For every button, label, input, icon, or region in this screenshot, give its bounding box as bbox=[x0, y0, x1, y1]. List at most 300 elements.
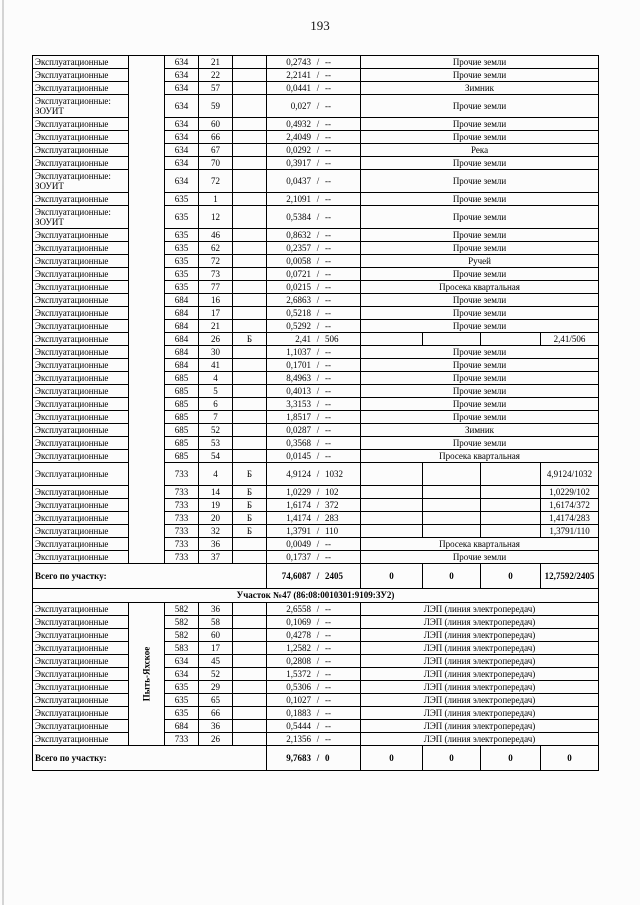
empty-cell bbox=[481, 525, 541, 538]
area-other-value: -- bbox=[325, 281, 331, 292]
area-cell bbox=[267, 694, 361, 707]
area-cell bbox=[267, 512, 361, 525]
area-value: 0,2743 bbox=[286, 56, 311, 67]
quarter-cell: 582 bbox=[165, 603, 199, 616]
area-value: 0,1883 bbox=[286, 707, 311, 718]
type-cell bbox=[233, 281, 267, 294]
area-cell bbox=[267, 564, 361, 589]
empty-cell bbox=[361, 499, 423, 512]
area-value: 2,4049 bbox=[286, 131, 311, 142]
type-cell bbox=[233, 694, 267, 707]
total-row bbox=[33, 746, 599, 771]
total-zero-cell: 0 bbox=[361, 746, 423, 771]
empty-cell bbox=[361, 486, 423, 499]
plot-cell: 67 bbox=[199, 144, 233, 157]
plot-cell: 36 bbox=[199, 720, 233, 733]
quarter-cell: 733 bbox=[165, 733, 199, 746]
category-cell: Эксплуатационные bbox=[33, 424, 129, 437]
empty-cell bbox=[423, 525, 481, 538]
slash-separator: / bbox=[316, 307, 320, 318]
area-other-value: -- bbox=[325, 603, 331, 614]
area-value: 74,6087 bbox=[281, 570, 311, 581]
quarter-cell: 685 bbox=[165, 398, 199, 411]
slash-separator: / bbox=[316, 538, 320, 549]
category-cell: Эксплуатационные bbox=[33, 281, 129, 294]
table-row bbox=[33, 733, 599, 746]
land-plot-table bbox=[32, 55, 599, 771]
area-value: 2,1356 bbox=[286, 733, 311, 744]
land-use-cell: ЛЭП (линия электропередач) bbox=[361, 629, 599, 642]
type-cell bbox=[233, 242, 267, 255]
table-row bbox=[33, 720, 599, 733]
plot-cell: 22 bbox=[199, 69, 233, 82]
total-zero-cell: 0 bbox=[481, 746, 541, 771]
land-use-cell: Прочие земли bbox=[361, 307, 599, 320]
land-use-cell: Зимник bbox=[361, 82, 599, 95]
area-value: 1,4174 bbox=[286, 512, 311, 523]
land-use-cell: Прочие земли bbox=[361, 294, 599, 307]
empty-cell bbox=[481, 333, 541, 346]
type-cell bbox=[233, 131, 267, 144]
land-use-cell: Прочие земли bbox=[361, 320, 599, 333]
quarter-cell: 733 bbox=[165, 525, 199, 538]
category-cell: Эксплуатационные bbox=[33, 82, 129, 95]
land-use-cell: Прочие земли bbox=[361, 69, 599, 82]
area-cell bbox=[267, 346, 361, 359]
category-cell: Эксплуатационные bbox=[33, 294, 129, 307]
category-cell: Эксплуатационные bbox=[33, 398, 129, 411]
page-number: 193 bbox=[310, 18, 330, 33]
slash-separator: / bbox=[316, 603, 320, 614]
total-zero-cell: 0 bbox=[423, 564, 481, 589]
category-cell: Эксплуатационные bbox=[33, 229, 129, 242]
quarter-cell: 733 bbox=[165, 512, 199, 525]
area-cell bbox=[267, 242, 361, 255]
type-cell bbox=[233, 69, 267, 82]
area-other-value: -- bbox=[325, 193, 331, 204]
table-row bbox=[33, 118, 599, 131]
quarter-cell: 634 bbox=[165, 56, 199, 69]
land-use-cell: ЛЭП (линия электропередач) bbox=[361, 603, 599, 616]
quarter-cell: 635 bbox=[165, 681, 199, 694]
slash-separator: / bbox=[316, 437, 320, 448]
area-value: 2,1091 bbox=[286, 193, 311, 204]
area-other-value: -- bbox=[325, 616, 331, 627]
area-cell bbox=[267, 69, 361, 82]
area-value: 0,5292 bbox=[286, 320, 311, 331]
category-cell: Эксплуатационные bbox=[33, 268, 129, 281]
area-cell bbox=[267, 359, 361, 372]
area-value: 0,0721 bbox=[286, 268, 311, 279]
slash-separator: / bbox=[316, 294, 320, 305]
plot-cell: 41 bbox=[199, 359, 233, 372]
table-row bbox=[33, 333, 599, 346]
area-cell bbox=[267, 720, 361, 733]
area-cell bbox=[267, 733, 361, 746]
area-value: 0,8632 bbox=[286, 229, 311, 240]
land-use-cell: ЛЭП (линия электропередач) bbox=[361, 642, 599, 655]
slash-separator: / bbox=[316, 82, 320, 93]
area-value: 3,3153 bbox=[286, 398, 311, 409]
area-value: 0,0287 bbox=[286, 424, 311, 435]
area-cell bbox=[267, 655, 361, 668]
plot-cell: 52 bbox=[199, 668, 233, 681]
slash-separator: / bbox=[316, 359, 320, 370]
area-value: 0,4932 bbox=[286, 118, 311, 129]
plot-cell: 17 bbox=[199, 642, 233, 655]
slash-separator: / bbox=[316, 131, 320, 142]
area-value: 0,2808 bbox=[286, 655, 311, 666]
total-zero-cell: 0 bbox=[423, 746, 481, 771]
plot-cell: 53 bbox=[199, 437, 233, 450]
category-cell: Эксплуатационные bbox=[33, 320, 129, 333]
land-use-cell: Просека квартальная bbox=[361, 450, 599, 463]
area-other-value: -- bbox=[325, 211, 331, 222]
type-cell bbox=[233, 268, 267, 281]
quarter-cell: 635 bbox=[165, 707, 199, 720]
type-cell bbox=[233, 681, 267, 694]
quarter-cell: 634 bbox=[165, 157, 199, 170]
quarter-cell: 635 bbox=[165, 242, 199, 255]
area-cell bbox=[267, 294, 361, 307]
category-cell: Эксплуатационные bbox=[33, 450, 129, 463]
category-cell: Эксплуатационные bbox=[33, 56, 129, 69]
table-row bbox=[33, 655, 599, 668]
area-other-value: -- bbox=[325, 668, 331, 679]
table-row bbox=[33, 320, 599, 333]
quarter-cell: 635 bbox=[165, 255, 199, 268]
slash-separator: / bbox=[316, 424, 320, 435]
area-value: 0,2357 bbox=[286, 242, 311, 253]
type-cell bbox=[233, 707, 267, 720]
type-cell bbox=[233, 720, 267, 733]
type-cell bbox=[233, 372, 267, 385]
plot-cell: 58 bbox=[199, 616, 233, 629]
category-cell: Эксплуатационные bbox=[33, 499, 129, 512]
land-use-cell: ЛЭП (линия электропередач) bbox=[361, 655, 599, 668]
plot-cell: 21 bbox=[199, 320, 233, 333]
area-other-value: 1032 bbox=[325, 468, 343, 479]
slash-separator: / bbox=[316, 242, 320, 253]
type-cell: Б bbox=[233, 525, 267, 538]
category-cell: Эксплуатационные bbox=[33, 538, 129, 551]
type-cell bbox=[233, 255, 267, 268]
type-cell bbox=[233, 144, 267, 157]
area-value: 1,0229 bbox=[286, 486, 311, 497]
table-row bbox=[33, 538, 599, 551]
land-use-cell: ЛЭП (линия электропередач) bbox=[361, 681, 599, 694]
empty-cell bbox=[423, 463, 481, 486]
slash-separator: / bbox=[316, 450, 320, 461]
volume-ratio-cell: 4,9124/1032 bbox=[541, 463, 599, 486]
quarter-cell: 634 bbox=[165, 144, 199, 157]
table-row bbox=[33, 642, 599, 655]
slash-separator: / bbox=[316, 255, 320, 266]
type-cell bbox=[233, 642, 267, 655]
area-value: 9,7683 bbox=[286, 752, 311, 763]
plot-cell: 16 bbox=[199, 294, 233, 307]
quarter-cell: 733 bbox=[165, 551, 199, 564]
land-use-cell: Ручей bbox=[361, 255, 599, 268]
empty-cell bbox=[481, 499, 541, 512]
area-cell bbox=[267, 229, 361, 242]
area-other-value: -- bbox=[325, 242, 331, 253]
table-row bbox=[33, 603, 599, 616]
area-cell bbox=[267, 320, 361, 333]
area-other-value: -- bbox=[325, 346, 331, 357]
total-label: Всего по участку: bbox=[33, 564, 267, 589]
total-label: Всего по участку: bbox=[33, 746, 267, 771]
table-row bbox=[33, 193, 599, 206]
type-cell bbox=[233, 229, 267, 242]
type-cell bbox=[233, 398, 267, 411]
category-cell: Эксплуатационные bbox=[33, 668, 129, 681]
category-cell: Эксплуатационные bbox=[33, 642, 129, 655]
plot-cell: 70 bbox=[199, 157, 233, 170]
forestry-cell bbox=[129, 56, 165, 564]
category-cell: Эксплуатационные bbox=[33, 255, 129, 268]
category-cell: Эксплуатационные bbox=[33, 720, 129, 733]
type-cell bbox=[233, 603, 267, 616]
category-cell: Эксплуатационные bbox=[33, 346, 129, 359]
plot-cell: 72 bbox=[199, 170, 233, 193]
slash-separator: / bbox=[316, 175, 320, 186]
empty-cell bbox=[361, 525, 423, 538]
plot-cell: 19 bbox=[199, 499, 233, 512]
table-row bbox=[33, 525, 599, 538]
land-use-cell: Прочие земли bbox=[361, 551, 599, 564]
land-use-cell: ЛЭП (линия электропередач) bbox=[361, 694, 599, 707]
area-value: 1,2582 bbox=[286, 642, 311, 653]
section-title: Участок №47 (86:08:0010301:9109:ЗУ2) bbox=[33, 589, 599, 603]
category-cell: Эксплуатационные bbox=[33, 486, 129, 499]
plot-cell: 73 bbox=[199, 268, 233, 281]
area-other-value: -- bbox=[325, 131, 331, 142]
slash-separator: / bbox=[316, 100, 320, 111]
land-use-cell: Прочие земли bbox=[361, 411, 599, 424]
category-cell: Эксплуатационные bbox=[33, 144, 129, 157]
empty-cell bbox=[423, 486, 481, 499]
forestry-name: Пыть-Яхское bbox=[141, 646, 151, 702]
area-cell bbox=[267, 131, 361, 144]
plot-cell: 60 bbox=[199, 629, 233, 642]
slash-separator: / bbox=[316, 551, 320, 562]
volume-ratio-cell: 1,4174/283 bbox=[541, 512, 599, 525]
area-value: 0,4278 bbox=[286, 629, 311, 640]
slash-separator: / bbox=[316, 752, 320, 763]
area-value: 0,5384 bbox=[286, 211, 311, 222]
slash-separator: / bbox=[316, 681, 320, 692]
plot-cell: 60 bbox=[199, 118, 233, 131]
area-cell bbox=[267, 206, 361, 229]
plot-cell: 4 bbox=[199, 372, 233, 385]
area-cell bbox=[267, 707, 361, 720]
table-row bbox=[33, 424, 599, 437]
plot-cell: 66 bbox=[199, 707, 233, 720]
area-other-value: -- bbox=[325, 69, 331, 80]
plot-cell: 5 bbox=[199, 385, 233, 398]
category-cell: Эксплуатационные bbox=[33, 551, 129, 564]
area-value: 0,3917 bbox=[286, 157, 311, 168]
type-cell bbox=[233, 56, 267, 69]
type-cell bbox=[233, 538, 267, 551]
area-other-value: -- bbox=[325, 320, 331, 331]
area-cell bbox=[267, 668, 361, 681]
quarter-cell: 582 bbox=[165, 616, 199, 629]
slash-separator: / bbox=[316, 333, 320, 344]
slash-separator: / bbox=[316, 268, 320, 279]
table-row bbox=[33, 131, 599, 144]
land-use-cell: Прочие земли bbox=[361, 206, 599, 229]
table-row bbox=[33, 385, 599, 398]
plot-cell: 30 bbox=[199, 346, 233, 359]
category-cell: Эксплуатационные bbox=[33, 157, 129, 170]
area-value: 0,1027 bbox=[286, 694, 311, 705]
volume-ratio-cell: 1,0229/102 bbox=[541, 486, 599, 499]
table-row bbox=[33, 499, 599, 512]
table-row bbox=[33, 268, 599, 281]
empty-cell bbox=[361, 463, 423, 486]
slash-separator: / bbox=[316, 281, 320, 292]
slash-separator: / bbox=[316, 385, 320, 396]
table-row bbox=[33, 144, 599, 157]
area-value: 0,027 bbox=[290, 100, 311, 111]
slash-separator: / bbox=[316, 570, 320, 581]
type-cell: Б bbox=[233, 486, 267, 499]
area-other-value: -- bbox=[325, 175, 331, 186]
area-cell bbox=[267, 372, 361, 385]
area-value: 0,0058 bbox=[286, 255, 311, 266]
plot-cell: 52 bbox=[199, 424, 233, 437]
area-value: 8,4963 bbox=[286, 372, 311, 383]
area-value: 0,0292 bbox=[286, 144, 311, 155]
area-other-value: -- bbox=[325, 538, 331, 549]
plot-cell: 12 bbox=[199, 206, 233, 229]
table-row bbox=[33, 486, 599, 499]
land-use-cell: Прочие земли bbox=[361, 372, 599, 385]
area-other-value: -- bbox=[325, 681, 331, 692]
quarter-cell: 685 bbox=[165, 437, 199, 450]
total-zero-cell: 0 bbox=[481, 564, 541, 589]
table-row bbox=[33, 398, 599, 411]
quarter-cell: 684 bbox=[165, 346, 199, 359]
type-cell bbox=[233, 733, 267, 746]
category-cell: Эксплуатационные bbox=[33, 242, 129, 255]
area-other-value: 283 bbox=[325, 512, 339, 523]
slash-separator: / bbox=[316, 707, 320, 718]
empty-cell bbox=[361, 512, 423, 525]
area-value: 2,41 bbox=[295, 333, 311, 344]
category-cell: Эксплуатационные: ЗОУИТ bbox=[33, 170, 129, 193]
category-cell: Эксплуатационные bbox=[33, 118, 129, 131]
area-cell bbox=[267, 616, 361, 629]
empty-cell bbox=[361, 333, 423, 346]
land-use-cell: Прочие земли bbox=[361, 157, 599, 170]
type-cell: Б bbox=[233, 499, 267, 512]
land-use-cell: Прочие земли bbox=[361, 359, 599, 372]
area-value: 2,6863 bbox=[286, 294, 311, 305]
land-use-cell: Прочие земли bbox=[361, 170, 599, 193]
quarter-cell: 684 bbox=[165, 294, 199, 307]
slash-separator: / bbox=[316, 512, 320, 523]
total-volume-cell: 12,7592/2405 bbox=[541, 564, 599, 589]
category-cell: Эксплуатационные bbox=[33, 463, 129, 486]
slash-separator: / bbox=[316, 525, 320, 536]
quarter-cell: 583 bbox=[165, 642, 199, 655]
total-zero-cell: 0 bbox=[361, 564, 423, 589]
type-cell bbox=[233, 424, 267, 437]
empty-cell bbox=[481, 486, 541, 499]
area-value: 0,4013 bbox=[286, 385, 311, 396]
type-cell bbox=[233, 668, 267, 681]
area-cell bbox=[267, 411, 361, 424]
land-use-cell: Прочие земли bbox=[361, 229, 599, 242]
category-cell: Эксплуатационные bbox=[33, 359, 129, 372]
category-cell: Эксплуатационные bbox=[33, 655, 129, 668]
slash-separator: / bbox=[316, 733, 320, 744]
table-row bbox=[33, 616, 599, 629]
plot-cell: 72 bbox=[199, 255, 233, 268]
quarter-cell: 635 bbox=[165, 229, 199, 242]
area-value: 0,3568 bbox=[286, 437, 311, 448]
area-cell bbox=[267, 307, 361, 320]
area-other-value: 110 bbox=[325, 525, 339, 536]
slash-separator: / bbox=[316, 398, 320, 409]
quarter-cell: 634 bbox=[165, 668, 199, 681]
slash-separator: / bbox=[316, 118, 320, 129]
slash-separator: / bbox=[316, 157, 320, 168]
slash-separator: / bbox=[316, 486, 320, 497]
quarter-cell: 684 bbox=[165, 320, 199, 333]
area-cell bbox=[267, 499, 361, 512]
plot-cell: 54 bbox=[199, 450, 233, 463]
category-cell: Эксплуатационные bbox=[33, 193, 129, 206]
area-other-value: -- bbox=[325, 229, 331, 240]
table-row bbox=[33, 206, 599, 229]
table-row bbox=[33, 463, 599, 486]
slash-separator: / bbox=[316, 616, 320, 627]
type-cell bbox=[233, 385, 267, 398]
category-cell: Эксплуатационные bbox=[33, 69, 129, 82]
type-cell bbox=[233, 551, 267, 564]
category-cell: Эксплуатационные bbox=[33, 307, 129, 320]
area-value: 4,9124 bbox=[286, 468, 311, 479]
area-value: 2,2141 bbox=[286, 69, 311, 80]
area-value: 0,0215 bbox=[286, 281, 311, 292]
quarter-cell: 582 bbox=[165, 629, 199, 642]
category-cell: Эксплуатационные bbox=[33, 512, 129, 525]
category-cell: Эксплуатационные bbox=[33, 616, 129, 629]
quarter-cell: 684 bbox=[165, 359, 199, 372]
type-cell: Б bbox=[233, 333, 267, 346]
area-other-value: -- bbox=[325, 450, 331, 461]
area-cell bbox=[267, 157, 361, 170]
quarter-cell: 684 bbox=[165, 720, 199, 733]
land-use-cell: ЛЭП (линия электропередач) bbox=[361, 707, 599, 720]
slash-separator: / bbox=[316, 193, 320, 204]
total-zero-cell: 0 bbox=[541, 746, 599, 771]
land-use-cell: Прочие земли bbox=[361, 193, 599, 206]
land-use-cell: Прочие земли bbox=[361, 268, 599, 281]
plot-cell: 45 bbox=[199, 655, 233, 668]
category-cell: Эксплуатационные: ЗОУИТ bbox=[33, 206, 129, 229]
area-value: 0,0049 bbox=[286, 538, 311, 549]
land-use-cell: Зимник bbox=[361, 424, 599, 437]
area-other-value: -- bbox=[325, 56, 331, 67]
land-use-cell: Прочие земли bbox=[361, 56, 599, 69]
quarter-cell: 684 bbox=[165, 333, 199, 346]
plot-cell: 7 bbox=[199, 411, 233, 424]
